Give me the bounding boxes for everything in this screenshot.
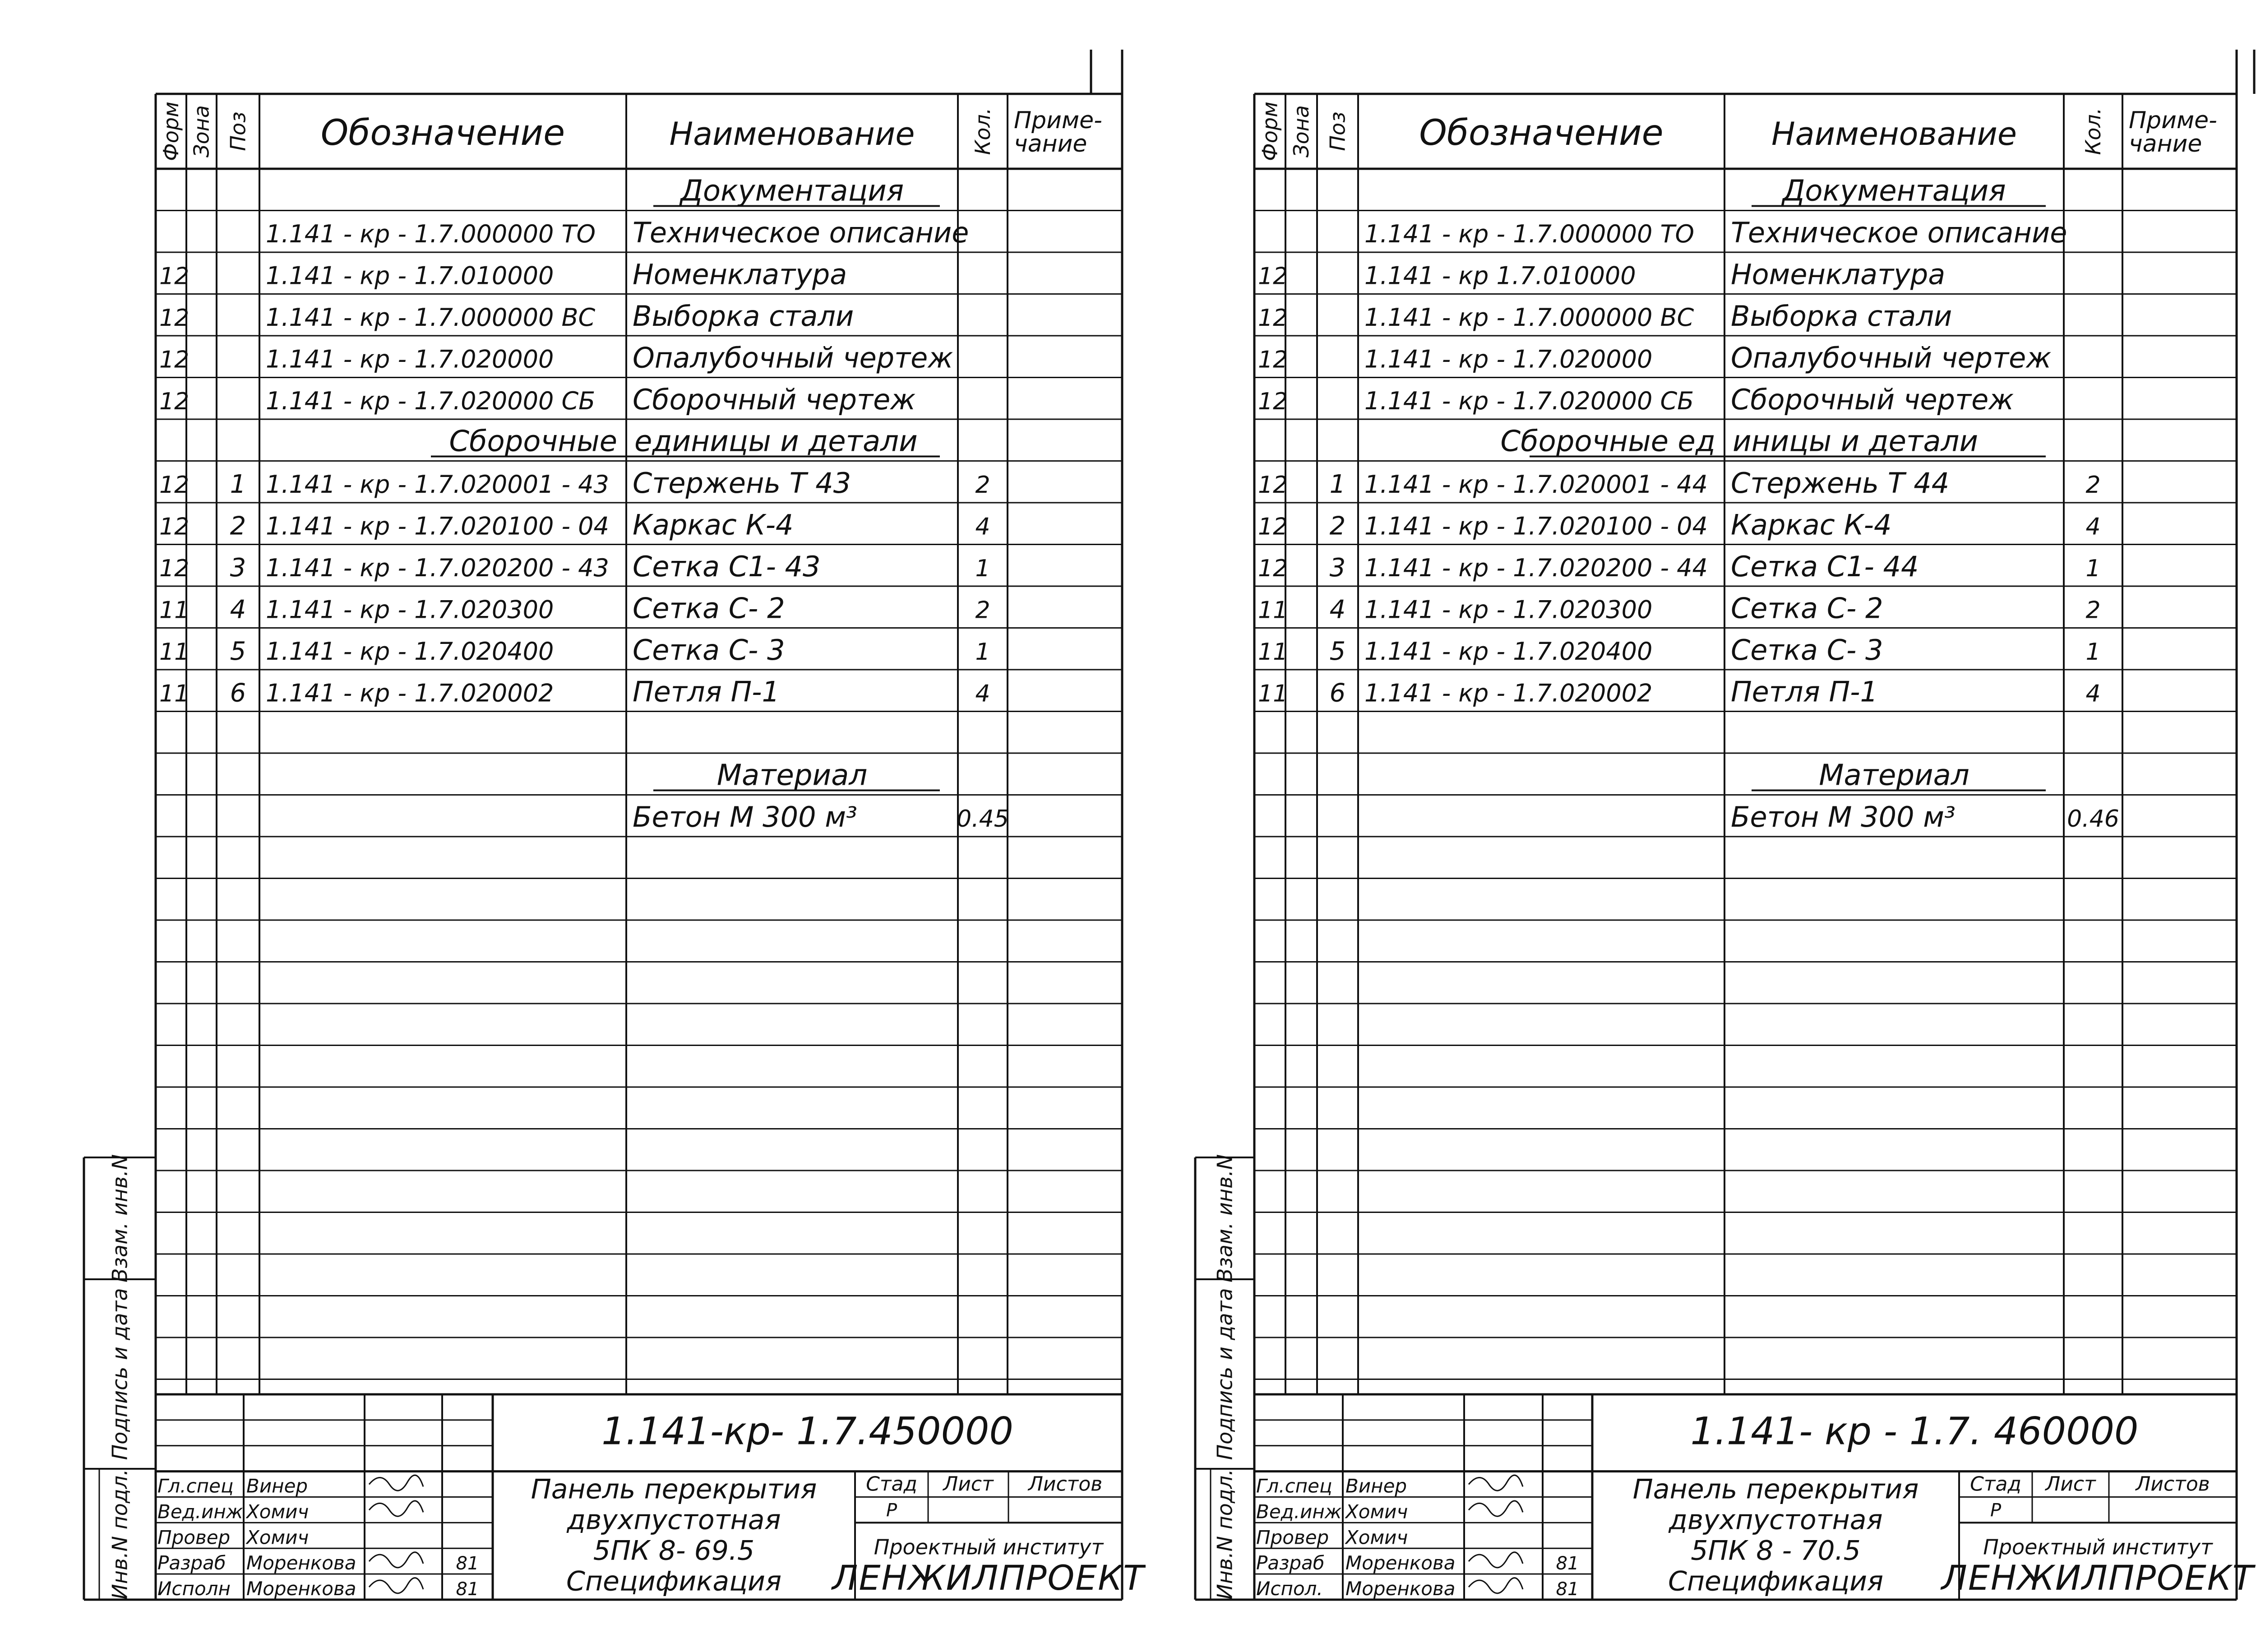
cell-format: 11 [1258,597,1288,624]
cell-format: 11 [159,639,190,666]
cell-format: 12 [159,346,190,374]
cell-designation: 1.141 - кр - 1.7.020100 - 04 [266,512,609,541]
cell-pos: 5 [1329,637,1346,666]
cell-qty: 1 [975,555,990,582]
product-title-line: 5ПК 8 - 70.5 [1691,1535,1861,1567]
staff-name: Моренкова [246,1578,356,1600]
cell-format: 12 [159,388,190,415]
side-label: Инв.N подл. [1212,1469,1237,1600]
cell-name: Каркас К-4 [633,508,794,541]
staff-name: Хомич [1345,1500,1408,1523]
signature-mark [369,1578,423,1593]
header-note: Приме-чание [1014,107,1102,157]
cell-name: Техническое описание [1731,216,2067,249]
header-zone: Зона [189,105,214,157]
cell-qty: 2 [975,472,990,499]
cell-pos: 1 [230,470,246,499]
cell-designation: 1.141 - кр - 1.7.020200 - 44 [1364,554,1708,582]
cell-name: Стержень Т 43 [633,467,851,500]
institute-name: Проектный институт [874,1535,1104,1559]
cell-designation: 1.141 - кр - 1.7.020400 [266,637,554,666]
cell-designation: 1.141 - кр - 1.7.020400 [1364,637,1653,666]
cell-designation: 1.141 - кр - 1.7.020000 [266,345,554,374]
cell-name: Сетка С- 3 [1731,634,1883,666]
institute-logo-text: ЛЕНЖИЛПРОЕКТ [832,1558,1145,1598]
cell-designation: 1.141 - кр - 1.7.020000 СБ [1364,387,1694,415]
side-label: Инв.N подл. [107,1469,132,1600]
staff-name: Моренкова [246,1552,356,1574]
cell-name: Сетка С1- 44 [1731,550,1919,583]
product-title-line: двухпустотная [567,1504,781,1536]
cell-designation: 1.141 - кр - 1.7.020001 - 44 [1364,470,1708,499]
cell-format: 12 [159,263,190,290]
cell-pos: 4 [230,595,246,625]
section-title: Материал [717,759,868,792]
staff-role: Гл.спец [157,1475,234,1497]
sheet-header: Лист [943,1472,994,1496]
product-title-line: 5ПК 8- 69.5 [593,1535,755,1567]
sheets-header: Листов [2136,1472,2210,1496]
cell-name: Каркас К-4 [1731,508,1892,541]
side-label: Взам. инв.N [107,1154,132,1283]
cell-qty: 0.46 [2067,805,2119,833]
cell-qty: 4 [975,513,990,541]
cell-designation: 1.141 - кр - 1.7.000000 ВС [266,303,596,332]
side-label: Подпись и дата [107,1288,132,1460]
signature-mark [1469,1578,1523,1593]
cell-name: Сборочный чертеж [633,383,916,416]
header-format: Форм [159,102,183,161]
cell-format: 12 [159,555,190,582]
staff-name: Винер [246,1475,308,1497]
header-pos: Поз [1325,111,1350,151]
staff-role: Гл.спец [1256,1475,1332,1497]
side-label: Подпись и дата [1212,1288,1237,1460]
staff-date: 81 [456,1579,479,1600]
cell-format: 11 [159,597,190,624]
sheet-header: Лист [2045,1472,2096,1496]
signature-mark [369,1552,423,1568]
staff-name: Хомич [1345,1526,1408,1549]
cell-name: Стержень Т 44 [1731,467,1950,500]
cell-format: 12 [159,472,190,499]
cell-designation: 1.141 - кр - 1.7.000000 ТО [1364,220,1694,248]
header-name: Наименование [1771,116,2017,153]
cell-designation: 1.141 - кр - 1.7.010000 [266,261,554,290]
header-designation: Обозначение [320,113,565,153]
staff-role: Вед.инж [157,1500,243,1523]
cell-name: Номенклатура [1731,258,1946,291]
product-title-line: Спецификация [1668,1565,1884,1597]
cell-name: Техническое описание [633,216,969,249]
spec-sheet-right [1146,0,2256,1652]
header-zone: Зона [1289,105,1313,157]
cell-name: Сетка С- 3 [633,634,785,666]
cell-name: Сетка С- 2 [1731,592,1883,625]
cell-pos: 6 [230,678,246,708]
staff-role: Разраб [157,1552,226,1574]
cell-format: 12 [159,513,190,541]
staff-date: 81 [1556,1579,1579,1600]
document-code: 1.141-кр- 1.7.450000 [601,1409,1013,1453]
cell-designation: 1.141 - кр - 1.7.000000 ТО [266,220,596,248]
section-title: Материал [1819,759,1969,792]
section-title-part2: единицы и детали [634,425,918,458]
cell-name: Опалубочный чертеж [633,341,953,375]
product-title-line: Панель перекрытия [1632,1473,1919,1505]
cell-qty: 1 [975,639,990,666]
staff-name: Хомич [246,1500,309,1523]
staff-name: Винер [1345,1475,1407,1497]
cell-designation: 1.141 - кр - 1.7.020001 - 43 [266,470,609,499]
cell-qty: 2 [2085,472,2101,499]
cell-format: 12 [1258,346,1288,374]
cell-qty: 4 [2085,680,2101,708]
cell-format: 11 [159,680,190,708]
cell-name: Номенклатура [633,258,847,291]
product-title-line: Панель перекрытия [531,1473,817,1505]
cell-format: 12 [159,305,190,332]
cell-format: 12 [1258,305,1288,332]
header-qty: Кол. [2081,107,2105,155]
cell-name: Сетка С1- 43 [633,550,821,583]
stage-value: Р [886,1500,897,1521]
side-label: Взам. инв.N [1212,1154,1237,1283]
header-name: Наименование [669,116,915,153]
cell-qty: 1 [2085,555,2101,582]
cell-designation: 1.141 - кр - 1.7.020000 [1364,345,1653,374]
section-title-part2: иницы и детали [1733,425,1979,458]
cell-name: Бетон М 300 м³ [1731,801,1956,833]
cell-qty: 2 [2085,597,2101,624]
cell-pos: 5 [230,637,246,666]
cell-name: Бетон М 300 м³ [633,801,857,833]
cell-pos: 2 [1329,511,1346,541]
cell-designation: 1.141 - кр - 1.7.020000 СБ [266,387,596,415]
section-title-part1: Сборочные [449,425,617,458]
product-title-line: двухпустотная [1669,1504,1883,1536]
cell-designation: 1.141 - кр - 1.7.020002 [1364,679,1653,708]
header-qty: Кол. [971,107,995,155]
institute-logo-text: ЛЕНЖИЛПРОЕКТ [1941,1558,2255,1598]
cell-designation: 1.141 - кр - 1.7.020300 [1364,595,1653,624]
cell-name: Сетка С- 2 [633,592,785,625]
staff-role: Испол. [1256,1578,1323,1600]
staff-date: 81 [1556,1553,1579,1574]
stage-header: Стад [866,1472,917,1496]
header-designation: Обозначение [1419,113,1664,153]
signature-mark [1469,1475,1523,1490]
staff-role: Исполн [157,1578,231,1600]
cell-name: Петля П-1 [1731,675,1878,708]
cell-designation: 1.141 - кр - 1.7.020002 [266,679,554,708]
cell-pos: 6 [1329,678,1346,708]
signature-mark [369,1475,423,1490]
staff-date: 81 [456,1553,479,1574]
staff-name: Хомич [246,1526,309,1549]
staff-name: Моренкова [1345,1552,1456,1574]
cell-format: 12 [1258,555,1288,582]
cell-name: Опалубочный чертеж [1731,341,2052,375]
cell-format: 11 [1258,680,1288,708]
cell-designation: 1.141 - кр 1.7.010000 [1364,261,1636,290]
stage-value: Р [1990,1500,2002,1521]
document-code: 1.141- кр - 1.7. 460000 [1690,1409,2139,1453]
cell-designation: 1.141 - кр - 1.7.020300 [266,595,554,624]
cell-qty: 4 [2085,513,2101,541]
staff-role: Провер [1256,1526,1329,1549]
cell-qty: 4 [975,680,990,708]
cell-qty: 1 [2085,639,2101,666]
cell-qty: 0.45 [957,805,1009,833]
cell-pos: 1 [1329,470,1346,499]
cell-format: 12 [1258,388,1288,415]
cell-format: 12 [1258,472,1288,499]
cell-designation: 1.141 - кр - 1.7.020200 - 43 [266,554,609,582]
signature-mark [369,1501,423,1516]
cell-name: Выборка стали [1731,300,1952,333]
cell-pos: 3 [1329,553,1346,583]
section-title-part1: Сборочные ед [1500,425,1715,458]
cell-pos: 3 [230,553,246,583]
stage-header: Стад [1970,1472,2021,1496]
staff-name: Моренкова [1345,1578,1456,1600]
header-format: Форм [1257,102,1282,161]
section-title: Документация [1782,174,2006,208]
signature-mark [1469,1501,1523,1516]
cell-pos: 4 [1329,595,1346,625]
cell-name: Выборка стали [633,300,854,333]
section-title: Документация [680,174,904,208]
signature-mark [1469,1552,1523,1568]
cell-qty: 2 [975,597,990,624]
cell-name: Петля П-1 [633,675,780,708]
staff-role: Провер [157,1526,231,1549]
cell-designation: 1.141 - кр - 1.7.000000 ВС [1364,303,1694,332]
cell-designation: 1.141 - кр - 1.7.020100 - 04 [1364,512,1708,541]
header-pos: Поз [226,111,250,151]
header-note: Приме-чание [2129,107,2217,157]
product-title-line: Спецификация [566,1565,782,1597]
cell-format: 12 [1258,263,1288,290]
staff-role: Вед.инж [1256,1500,1342,1523]
institute-name: Проектный институт [1983,1535,2213,1559]
cell-format: 11 [1258,639,1288,666]
cell-name: Сборочный чертеж [1731,383,2014,416]
staff-role: Разраб [1256,1552,1325,1574]
cell-pos: 2 [230,511,246,541]
cell-format: 12 [1258,513,1288,541]
sheets-header: Листов [1028,1472,1103,1496]
